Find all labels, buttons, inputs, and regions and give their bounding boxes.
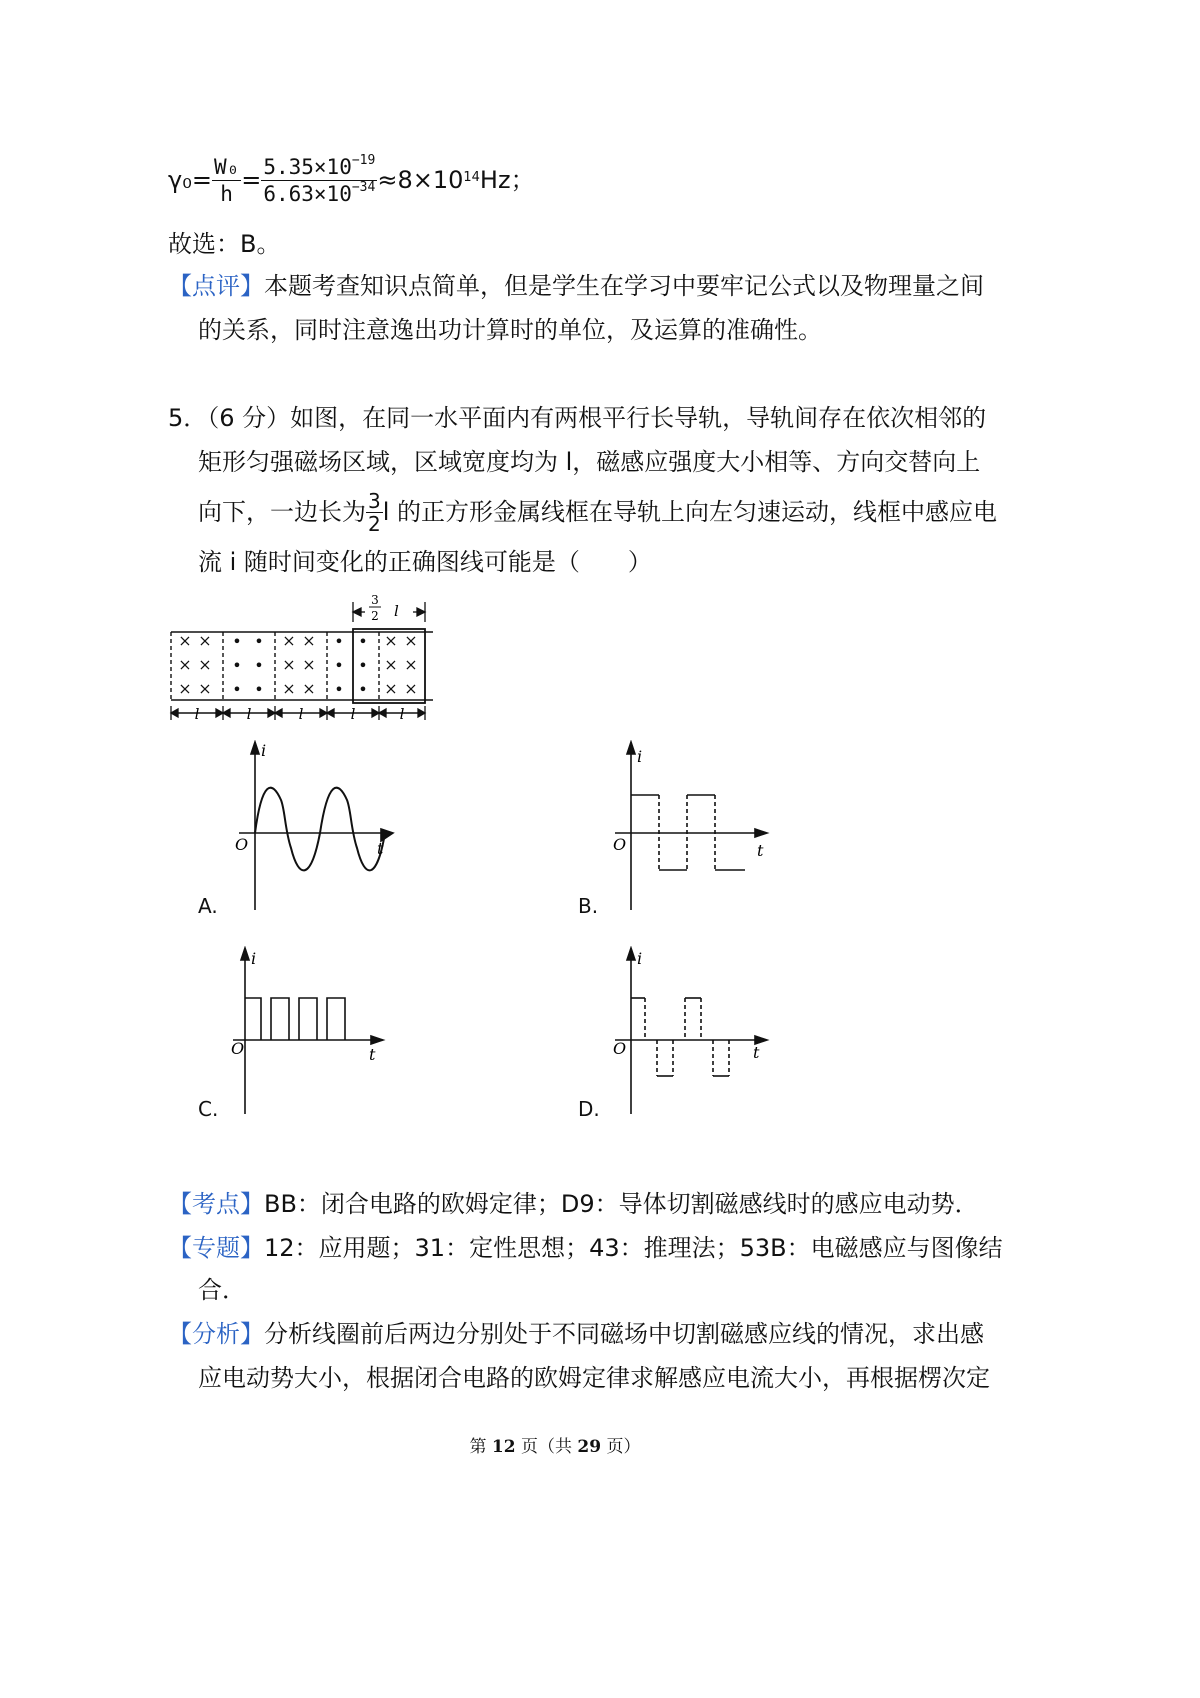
cross-mark: × <box>404 679 418 698</box>
fraction-denominator <box>261 181 377 207</box>
cross-mark: × <box>282 631 296 650</box>
fenxi-line-1 <box>168 1318 984 1350</box>
cross-mark: × <box>198 631 212 650</box>
dim-bottom-label: l <box>298 705 304 723</box>
footer-pre: 第 <box>469 1437 487 1457</box>
question-line-3-post: l 的正方形金属线框在导轨上向左匀速运动，线框中感应电 <box>382 498 998 526</box>
numerator-base: 5.35×10 <box>263 154 352 179</box>
dot-mark: • <box>358 680 368 699</box>
formula-unit: Hz； <box>479 166 535 194</box>
denominator-base: 6.63×10 <box>263 181 352 206</box>
rail-magnetic-field-figure <box>165 588 435 728</box>
dim-bottom-label: l <box>194 705 200 723</box>
question-line-3-pre: 向下，一边长为 <box>198 498 366 526</box>
graph-a <box>225 740 400 915</box>
dot-mark: • <box>334 632 344 651</box>
question-line-4: 流 i 随时间变化的正确图线可能是（ ） <box>198 548 652 576</box>
dot-mark: • <box>358 632 368 651</box>
kaodian-text: BB：闭合电路的欧姆定律；D9：导体切割磁感线时的感应电动势． <box>264 1190 979 1218</box>
page-footer <box>0 1432 1110 1457</box>
denominator-exponent: −34 <box>351 179 376 195</box>
dot-mark: • <box>254 680 264 699</box>
fenxi-text-1: 分析线圈前后两边分别处于不同磁场中切割磁感应线的情况，求出感 <box>264 1320 984 1348</box>
origin-label: O <box>231 1039 245 1058</box>
cross-mark: × <box>404 655 418 674</box>
kaodian-tag: 【考点】 <box>168 1190 264 1218</box>
dot-mark: • <box>232 680 242 699</box>
axis-t-label: t <box>377 839 384 858</box>
origin-label: O <box>235 835 249 854</box>
axis-t-label: t <box>757 841 764 860</box>
fraction-denominator: 2 <box>368 511 381 536</box>
option-c-label[interactable]: C. <box>198 1097 219 1121</box>
dot-mark: • <box>232 632 242 651</box>
cross-mark: × <box>404 631 418 650</box>
cross-mark: × <box>178 631 192 650</box>
cross-mark: × <box>198 655 212 674</box>
footer-page-number: 12 <box>491 1437 516 1457</box>
kaodian-line <box>168 1188 979 1220</box>
origin-label: O <box>613 1039 627 1058</box>
cross-mark: × <box>302 655 316 674</box>
dot-mark: • <box>334 680 344 699</box>
formula-line: γ₀= $\frac{\text{W₀}}{h}$ = $\frac{5.35\times 10^{-19}}{6.63\times 10^{-34}}$ ≈8×10 $^{14}$ Hz； <box>168 152 535 206</box>
option-a-label[interactable]: A. <box>198 894 218 918</box>
axis-i-label: i <box>637 747 643 766</box>
sine-curve <box>255 788 385 871</box>
axis-t-label: t <box>753 1043 760 1062</box>
cross-mark: × <box>282 655 296 674</box>
zhuanti-line-2: 合． <box>198 1276 246 1304</box>
graph-b <box>605 740 780 915</box>
zhuanti-line-1 <box>168 1232 1003 1264</box>
dim-top-denominator: 2 <box>371 609 379 623</box>
cross-mark: × <box>384 679 398 698</box>
fraction-w0-over-h <box>212 154 241 207</box>
footer-mid: 页（共 <box>521 1437 572 1457</box>
axis-i-label: i <box>637 949 643 968</box>
dim-bottom-label: l <box>399 705 405 723</box>
cross-mark: × <box>384 655 398 674</box>
dim-top-variable: l <box>394 602 399 620</box>
answer-line: 故选：B。 <box>168 230 281 258</box>
zhuanti-text-1: 12：应用题；31：定性思想；43：推理法；53B：电磁感应与图像结 <box>264 1234 1003 1262</box>
fraction-denominator: h <box>220 181 233 206</box>
dot-mark: • <box>334 656 344 675</box>
question-line-3 <box>198 484 997 540</box>
fraction-three-halves <box>366 490 383 535</box>
cross-mark: × <box>302 631 316 650</box>
dot-mark: • <box>232 656 242 675</box>
axis-i-label: i <box>261 741 267 760</box>
review-line-1 <box>168 270 984 302</box>
graph-c <box>225 946 400 1116</box>
cross-mark: × <box>302 679 316 698</box>
dot-mark: • <box>254 632 264 651</box>
footer-total-pages: 29 <box>577 1437 602 1457</box>
fenxi-line-2: 应电动势大小，根据闭合电路的欧姆定律求解感应电流大小，再根据楞次定 <box>198 1364 990 1392</box>
zhuanti-tag: 【专题】 <box>168 1234 264 1262</box>
question-line-1: 5．（6 分）如图，在同一水平面内有两根平行长导轨，导轨间存在依次相邻的 <box>168 404 987 432</box>
fraction-numerator <box>261 154 377 181</box>
fraction-numeric <box>261 154 377 207</box>
option-d-label[interactable]: D. <box>578 1097 600 1121</box>
option-b-label[interactable]: B. <box>578 894 599 918</box>
graph-d <box>605 946 780 1116</box>
fraction-numerator: W₀ <box>213 154 240 179</box>
cross-mark: × <box>178 655 192 674</box>
axis-i-label: i <box>251 949 257 968</box>
review-text-1: 本题考查知识点简单，但是学生在学习中要牢记公式以及物理量之间 <box>264 272 984 300</box>
fraction-numerator: 3 <box>368 488 381 513</box>
footer-post: 页） <box>606 1437 641 1457</box>
cross-mark: × <box>282 679 296 698</box>
cross-mark: × <box>384 631 398 650</box>
axis-t-label: t <box>369 1045 376 1064</box>
formula-lhs: γ₀= <box>168 166 212 194</box>
fenxi-tag: 【分析】 <box>168 1320 264 1348</box>
review-tag: 【点评】 <box>168 272 264 300</box>
dim-bottom-label: l <box>246 705 252 723</box>
origin-label: O <box>613 835 627 854</box>
cross-mark: × <box>198 679 212 698</box>
numerator-exponent: −19 <box>351 152 376 168</box>
dim-top-numerator: 3 <box>371 593 379 607</box>
formula-approx: ≈8×10 <box>377 166 464 194</box>
formula-equals: = <box>241 166 262 194</box>
question-line-2: 矩形匀强磁场区域，区域宽度均为 l，磁感应强度大小相等、方向交替向上 <box>198 448 981 476</box>
dot-mark: • <box>358 656 368 675</box>
dim-bottom-label: l <box>350 705 356 723</box>
cross-mark: × <box>178 679 192 698</box>
dot-mark: • <box>254 656 264 675</box>
review-line-2: 的关系，同时注意逸出功计算时的单位，及运算的准确性。 <box>198 316 822 344</box>
